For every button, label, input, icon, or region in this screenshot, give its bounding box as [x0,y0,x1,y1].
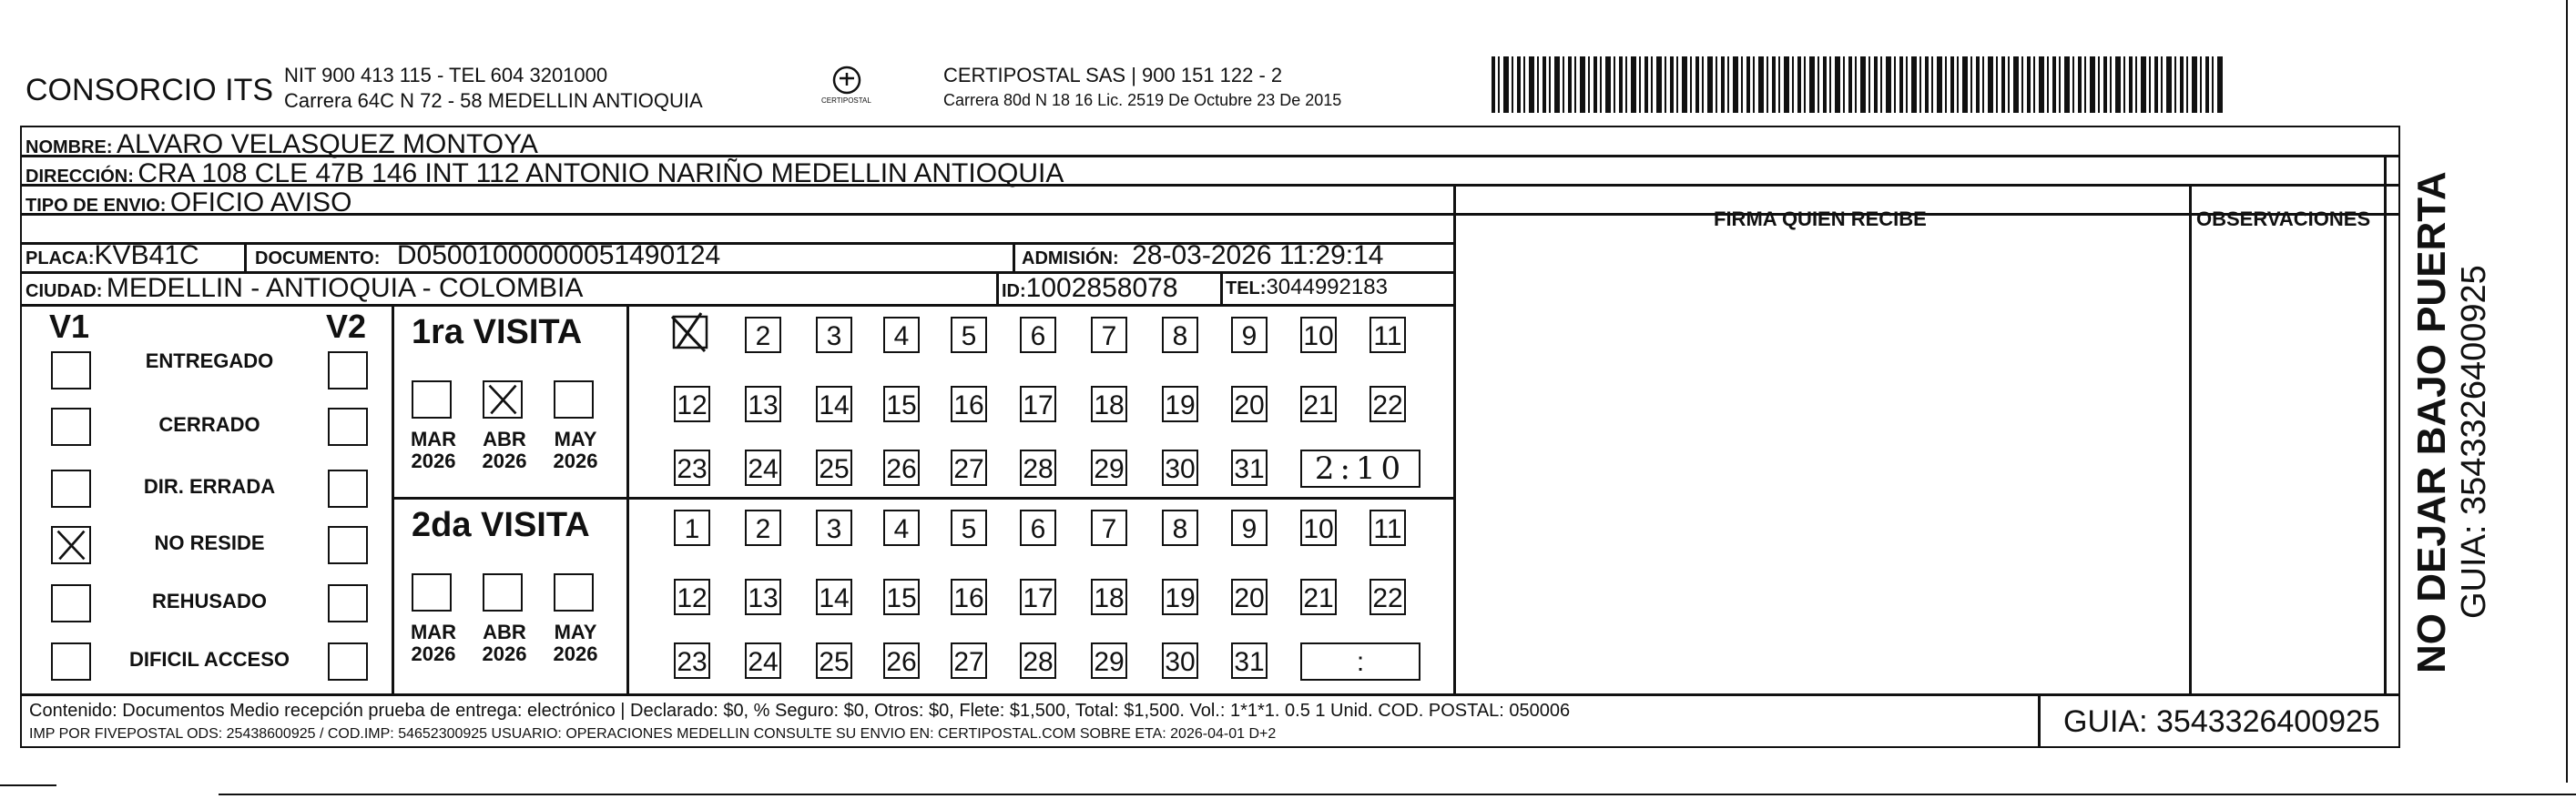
day-box[interactable]: 26 [883,642,920,679]
status-v2-checkbox[interactable] [328,526,368,564]
day-box[interactable]: 4 [883,510,920,546]
day-box[interactable]: 30 [1162,642,1198,679]
day-box[interactable]: 26 [883,450,920,486]
visit-month-year: 2026 [553,450,598,472]
status-v2-checkbox[interactable] [328,470,368,508]
day-box[interactable]: 2 [745,317,781,353]
day-box[interactable]: 17 [1020,579,1056,615]
day-box[interactable]: 18 [1091,579,1127,615]
tel-value: 3044992183 [1266,275,1388,299]
visit-title: 2da VISITA [412,506,590,544]
scan-edge-line [219,794,2576,795]
day-box[interactable]: 27 [951,450,987,486]
status-v2-checkbox[interactable] [328,408,368,446]
day-box[interactable] [674,317,710,353]
scan-edge-line [2566,0,2568,783]
side-guia: GUIA: 3543326400925 [2455,265,2493,619]
day-box[interactable]: 15 [883,386,920,422]
nombre-value: ALVARO VELASQUEZ MONTOYA [117,129,538,159]
visit-month-year: 2026 [553,642,598,665]
day-box[interactable]: 9 [1231,510,1268,546]
v1-label: V1 [49,308,90,345]
visit-month-checkbox[interactable] [483,380,523,419]
day-box[interactable]: 20 [1231,386,1268,422]
day-box[interactable]: 16 [951,386,987,422]
partner-license: Carrera 80d N 18 16 Lic. 2519 De Octubre 23 De 2015 [943,91,1342,109]
ciudad-label: CIUDAD: [25,281,103,301]
status-v1-checkbox[interactable] [51,408,91,446]
day-box[interactable]: 8 [1162,510,1198,546]
visit-month-checkbox[interactable] [412,573,452,612]
firma-label: FIRMA QUIEN RECIBE [1714,207,1927,230]
day-box[interactable]: 29 [1091,642,1127,679]
day-box[interactable]: 13 [745,579,781,615]
status-v2-checkbox[interactable] [328,584,368,622]
day-box[interactable]: 1 [674,510,710,546]
status-v2-checkbox[interactable] [328,642,368,681]
day-box[interactable]: 13 [745,386,781,422]
day-box[interactable]: 10 [1300,317,1337,353]
tel-label: TEL: [1226,278,1267,298]
status-label: DIFICIL ACCESO [128,648,290,671]
visit-month-year: 2026 [411,642,456,665]
day-box[interactable]: 25 [816,642,852,679]
visit-title: 1ra VISITA [412,313,583,351]
day-box[interactable]: 3 [816,510,852,546]
visit-month-year: 2026 [482,450,527,472]
day-box[interactable]: 5 [951,317,987,353]
documento-label: DOCUMENTO: [255,248,381,268]
direccion-value: CRA 108 CLE 47B 146 INT 112 ANTONIO NARIÑO MEDELLIN ANTIOQUIA [137,158,1064,188]
day-box[interactable]: 22 [1369,579,1406,615]
ciudad-value: MEDELLIN - ANTIOQUIA - COLOMBIA [106,273,584,303]
day-box[interactable]: 17 [1020,386,1056,422]
form-frame [20,126,2400,748]
status-v1-checkbox[interactable] [51,351,91,389]
tipo-value: OFICIO AVISO [169,187,352,217]
admision-value: 28-03-2026 11:29:14 [1132,240,1384,270]
scan-edge-line [0,784,56,786]
visit-month-year: 2026 [411,450,456,472]
day-box[interactable]: 18 [1091,386,1127,422]
day-box[interactable]: 9 [1231,317,1268,353]
id-label: ID: [1002,281,1026,301]
status-label: CERRADO [158,413,260,436]
day-box[interactable]: 14 [816,579,852,615]
visit-time-box[interactable]: 2:10 [1300,450,1420,488]
day-box[interactable]: 25 [816,450,852,486]
visit-month-label: MAR [410,428,457,450]
admision-label: ADMISIÓN: [1022,248,1119,268]
footer-contenido: Contenido: Documentos Medio recepción prueba de entrega: electrónico | Declarado: $0, % Seguro: $0, Otros: $0, Flete: $1,500, Total: $1,500. Vol.: 1*1*1. 0.5 1 Unid. COD. POSTAL: 050006 [29,701,1571,721]
visit-month-checkbox[interactable] [554,380,594,419]
documento-value: D05001000000051490124 [396,240,721,270]
day-box[interactable]: 21 [1300,579,1337,615]
day-box[interactable]: 19 [1162,386,1198,422]
day-box[interactable]: 7 [1091,317,1127,353]
tipo-label: TIPO DE ENVIO: [25,196,167,216]
day-box[interactable]: 15 [883,579,920,615]
day-box[interactable]: 8 [1162,317,1198,353]
status-v1-checkbox[interactable] [51,642,91,681]
visit-month-label: MAY [554,428,597,450]
day-box[interactable]: 22 [1369,386,1406,422]
visit-month-checkbox[interactable] [554,573,594,612]
nombre-label: NOMBRE: [25,137,113,157]
visit-month-checkbox[interactable] [412,380,452,419]
day-box[interactable]: 11 [1369,317,1406,353]
status-v1-checkbox[interactable] [51,584,91,622]
day-box[interactable]: 19 [1162,579,1198,615]
observaciones-label: OBSERVACIONES [2196,207,2371,230]
day-box[interactable]: 7 [1091,510,1127,546]
status-label: ENTREGADO [145,349,274,372]
day-box[interactable]: 11 [1369,510,1406,546]
visit-month-label: ABR [483,621,526,643]
day-box[interactable]: 10 [1300,510,1337,546]
side-text [2406,146,2515,673]
day-box[interactable]: 14 [816,386,852,422]
day-box[interactable]: 2 [745,510,781,546]
day-box[interactable]: 23 [674,642,710,679]
company-nit: NIT 900 413 115 - TEL 604 3201000 [284,64,608,86]
day-box[interactable]: 12 [674,579,710,615]
certipostal-logo [820,64,874,111]
visit-month-year: 2026 [482,642,527,665]
day-box[interactable]: 16 [951,579,987,615]
day-box[interactable]: 29 [1091,450,1127,486]
day-box[interactable]: 27 [951,642,987,679]
visit-month-label: ABR [483,428,526,450]
placa-value: KVB41C [94,240,199,270]
status-v1-checkbox[interactable] [51,470,91,508]
status-label: NO RESIDE [154,531,265,554]
visit-month-checkbox[interactable] [483,573,523,612]
visit-month-label: MAR [410,621,457,643]
day-box[interactable]: 31 [1231,450,1268,486]
day-box[interactable]: 3 [816,317,852,353]
day-box[interactable]: 4 [883,317,920,353]
day-box[interactable]: 12 [674,386,710,422]
day-box[interactable]: 28 [1020,642,1056,679]
day-box[interactable]: 28 [1020,450,1056,486]
status-label: DIR. ERRADA [143,475,276,498]
status-v1-checkbox[interactable] [51,526,91,564]
logo-text: CERTIPOSTAL [821,96,871,105]
footer-imp: IMP POR FIVEPOSTAL ODS: 25438600925 / COD.IMP: 54652300925 USUARIO: OPERACIONES MEDELLIN CONSULTE SU ENVIO EN: CERTIPOSTAL.COM SOBRE ETA: 2026-04-01 D+2 [29,726,1277,742]
day-box[interactable]: 30 [1162,450,1198,486]
placa-label: PLACA: [25,248,95,268]
status-v2-checkbox[interactable] [328,351,368,389]
day-box[interactable]: 5 [951,510,987,546]
day-box[interactable]: 24 [745,642,781,679]
visit-month-label: MAY [554,621,597,643]
day-box[interactable]: 24 [745,450,781,486]
day-box[interactable]: 21 [1300,386,1337,422]
visit-time-box[interactable]: : [1300,642,1420,681]
day-box[interactable]: 6 [1020,510,1056,546]
company-address: Carrera 64C N 72 - 58 MEDELLIN ANTIOQUIA [284,89,703,112]
side-no-dejar: NO DEJAR BAJO PUERTA [2409,171,2454,673]
day-box[interactable]: 31 [1231,642,1268,679]
partner-name: CERTIPOSTAL SAS | 900 151 122 - 2 [943,64,1283,86]
day-box[interactable]: 20 [1231,579,1268,615]
company-name: CONSORCIO ITS [25,73,274,107]
footer-guia: GUIA: 3543326400925 [2063,704,2380,739]
day-box[interactable]: 6 [1020,317,1056,353]
direccion-label: DIRECCIÓN: [25,167,134,187]
status-label: REHUSADO [152,590,267,612]
day-box[interactable]: 23 [674,450,710,486]
id-value: 1002858078 [1025,273,1178,303]
v2-label: V2 [326,308,367,345]
barcode [1492,56,2225,113]
